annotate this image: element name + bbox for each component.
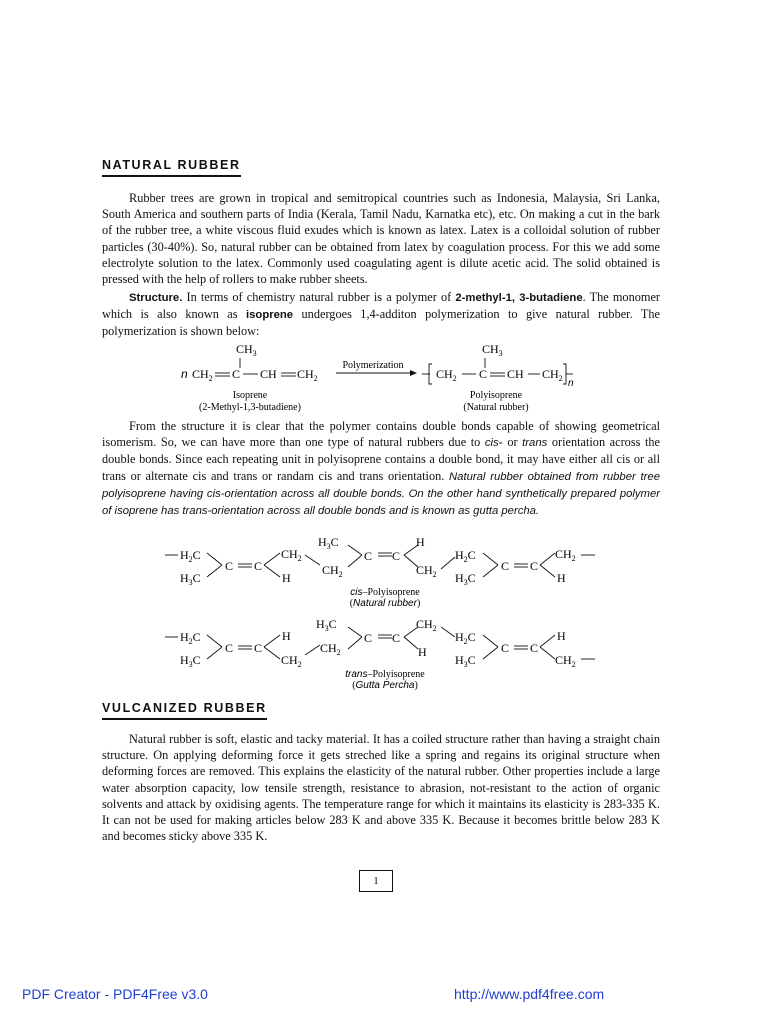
trans-polyisoprene-structure: [160, 615, 610, 690]
c-atom-right: C: [479, 367, 488, 381]
trans-h-2: H: [418, 645, 427, 659]
structure-text-c: . The monomer which is also known as: [102, 290, 660, 322]
trans-c-2: C: [254, 641, 263, 655]
ch3-label-left: $CH_3$: [236, 342, 257, 358]
cis-c-5: C: [501, 559, 510, 573]
ch2-end-right: $CH_2$: [542, 367, 563, 383]
trans-h3c-2: $H_3C$: [316, 617, 337, 633]
cis-c-1: C: [225, 559, 234, 573]
page-number: 1: [359, 870, 393, 892]
term-2-methyl-butadiene: 2-methyl-1, 3-butadiene: [455, 292, 583, 304]
cis-ch2-4: $CH_2$: [555, 547, 576, 563]
n-subscript: n: [568, 378, 574, 389]
cis-polyisoprene-caption: cis–Polyisoprene: [350, 587, 420, 598]
section-heading-vulcanized-rubber: VULCANIZED RUBBER: [102, 701, 267, 720]
cis-h3c-3: $H_3C$: [455, 571, 476, 587]
ch2-left: $CH_2$: [192, 367, 213, 383]
cis-h3c-2: $H_3C$: [318, 535, 339, 551]
paragraph-vulcanized-rubber: Natural rubber is soft, elastic and tacky material. It has a coiled structure rather than having a straight chain structure. On applying deforming force it gets streched like a spring and regains its original structure when deforming forces are removed. This explains the elasticity of the natural rubber. Other properties include a large water absorption capacity, low tensile strength, resistance to abrasion, not-resistant to the action of organic solvents and attack by oxidising agents. The temperature range for which it maintains its elasticity is 283-335 K. It can not be used for making articles below 283 K and above 335 K. Because it becomes brittle below 283 K and becomes sticky above 335 K.: [102, 732, 660, 844]
ch-atom-left: CH: [260, 367, 277, 381]
paragraph-rubber-trees: Rubber trees are grown in tropical and semitropical countries such as Indonesia, Malaysia, Sri Lanka, South America and southern parts of India (Kerala, Tamil Nadu, Karnatka etc), etc. On making a cut in the bark of the rubber tree, a white viscous fluid exudes which is known as latex. Latex is a colloidal solution of rubber particles (30-40%). So, natural rubber can be obtained from latex by coagulation process. For this we add some electrolyte solution to the latex. Commonly used coagulating agent is dilute acetic acid. The solid obtained is pressed with the help of rollers to make rubber sheets.: [102, 191, 660, 287]
ch2-end-left: $CH_2$: [297, 367, 318, 383]
trans-h-1: H: [282, 629, 291, 643]
trans-ch2-1: $CH_2$: [281, 653, 302, 669]
cis-term: cis: [484, 437, 499, 450]
cis-ch2-1: $CH_2$: [281, 547, 302, 563]
isomerism-text-b: - or: [498, 435, 523, 450]
n-prefix: n: [181, 367, 188, 381]
structure-label: Structure.: [129, 292, 183, 304]
cis-h2c-1: $H_2C$: [180, 548, 201, 564]
trans-ch2-4: $CH_2$: [555, 653, 576, 669]
trans-c-6: C: [530, 641, 539, 655]
gutta-percha-note: Natural rubber obtained from rubber tree polyisoprene having cis-orientation across all double bonds. On the other hand synthetically prepared polymer of isoprene has trans-orientation across all double bonds and is known as gutta percha.: [102, 470, 660, 518]
polymerization-reaction: [170, 340, 610, 415]
c-atom-left: C: [232, 367, 241, 381]
polymerization-arrow-label: Polymerization: [342, 360, 404, 371]
polyisoprene-label: Polyisoprene: [469, 390, 523, 401]
structure-text-e: undergoes 1,4-additon polymerization to give natural rubber. The polymerization is shown below:: [102, 307, 660, 339]
cis-c-4: C: [392, 549, 401, 563]
cis-h2c-2: $H_2C$: [455, 548, 476, 564]
trans-term: trans: [522, 437, 548, 450]
cis-c-6: C: [530, 559, 539, 573]
cis-polyisoprene-structure: [160, 533, 610, 608]
trans-h2c-2: $H_2C$: [455, 630, 476, 646]
natural-rubber-caption: (Natural rubber): [349, 598, 421, 608]
footer-pdf-creator: PDF Creator - PDF4Free v3.0: [22, 986, 208, 1002]
trans-ch2-2: $CH_2$: [320, 641, 341, 657]
section-heading-natural-rubber: NATURAL RUBBER: [102, 158, 241, 177]
trans-c-1: C: [225, 641, 234, 655]
trans-c-3: C: [364, 631, 373, 645]
trans-c-4: C: [392, 631, 401, 645]
term-isoprene: isoprene: [246, 309, 294, 322]
footer-url-link[interactable]: http://www.pdf4free.com: [454, 986, 605, 1002]
trans-h3c-1: $H_3C$: [180, 653, 201, 669]
trans-h2c-1: $H_2C$: [180, 630, 201, 646]
trans-ch2-3: $CH_2$: [416, 617, 437, 633]
isoprene-label: Isoprene: [232, 390, 268, 401]
ch-atom-right: CH: [507, 367, 524, 381]
paragraph-structure: [102, 289, 660, 340]
cis-ch2-3: $CH_2$: [416, 563, 437, 579]
structure-text-a: In terms of chemistry natural rubber is a polymer of: [182, 290, 456, 304]
gutta-percha-caption: (Gutta Percha): [352, 680, 418, 690]
ch3-label-right: $CH_3$: [482, 342, 503, 358]
cis-h-3: H: [557, 571, 566, 585]
isomerism-text-c: orientation across the double bonds. Since each repeating unit in polyisoprene contains a double bond, it may have either all cis or all trans or alternate cis and trans or randam cis and trans orientation.: [102, 435, 660, 483]
trans-c-5: C: [501, 641, 510, 655]
trans-polyisoprene-caption: trans–Polyisoprene: [345, 669, 425, 680]
isomerism-text-a: From the structure it is clear that the polymer contains double bonds capable of showing geometrical isomerism. So, we can have more than one type of natural rubbers due to: [102, 419, 660, 450]
cis-ch2-2: $CH_2$: [322, 563, 343, 579]
ch2-right: $CH_2$: [436, 367, 457, 383]
natural-rubber-label: (Natural rubber): [463, 402, 529, 413]
cis-h-2: H: [416, 535, 425, 549]
cis-h3c-1: $H_3C$: [180, 571, 201, 587]
cis-c-3: C: [364, 549, 373, 563]
isoprene-iupac-label: (2-Methyl-1,3-butadiene): [199, 402, 301, 413]
cis-c-2: C: [254, 559, 263, 573]
cis-h-1: H: [282, 571, 291, 585]
paragraph-geometrical-isomerism: [102, 418, 660, 519]
trans-h-3: H: [557, 629, 566, 643]
trans-h3c-3: $H_3C$: [455, 653, 476, 669]
